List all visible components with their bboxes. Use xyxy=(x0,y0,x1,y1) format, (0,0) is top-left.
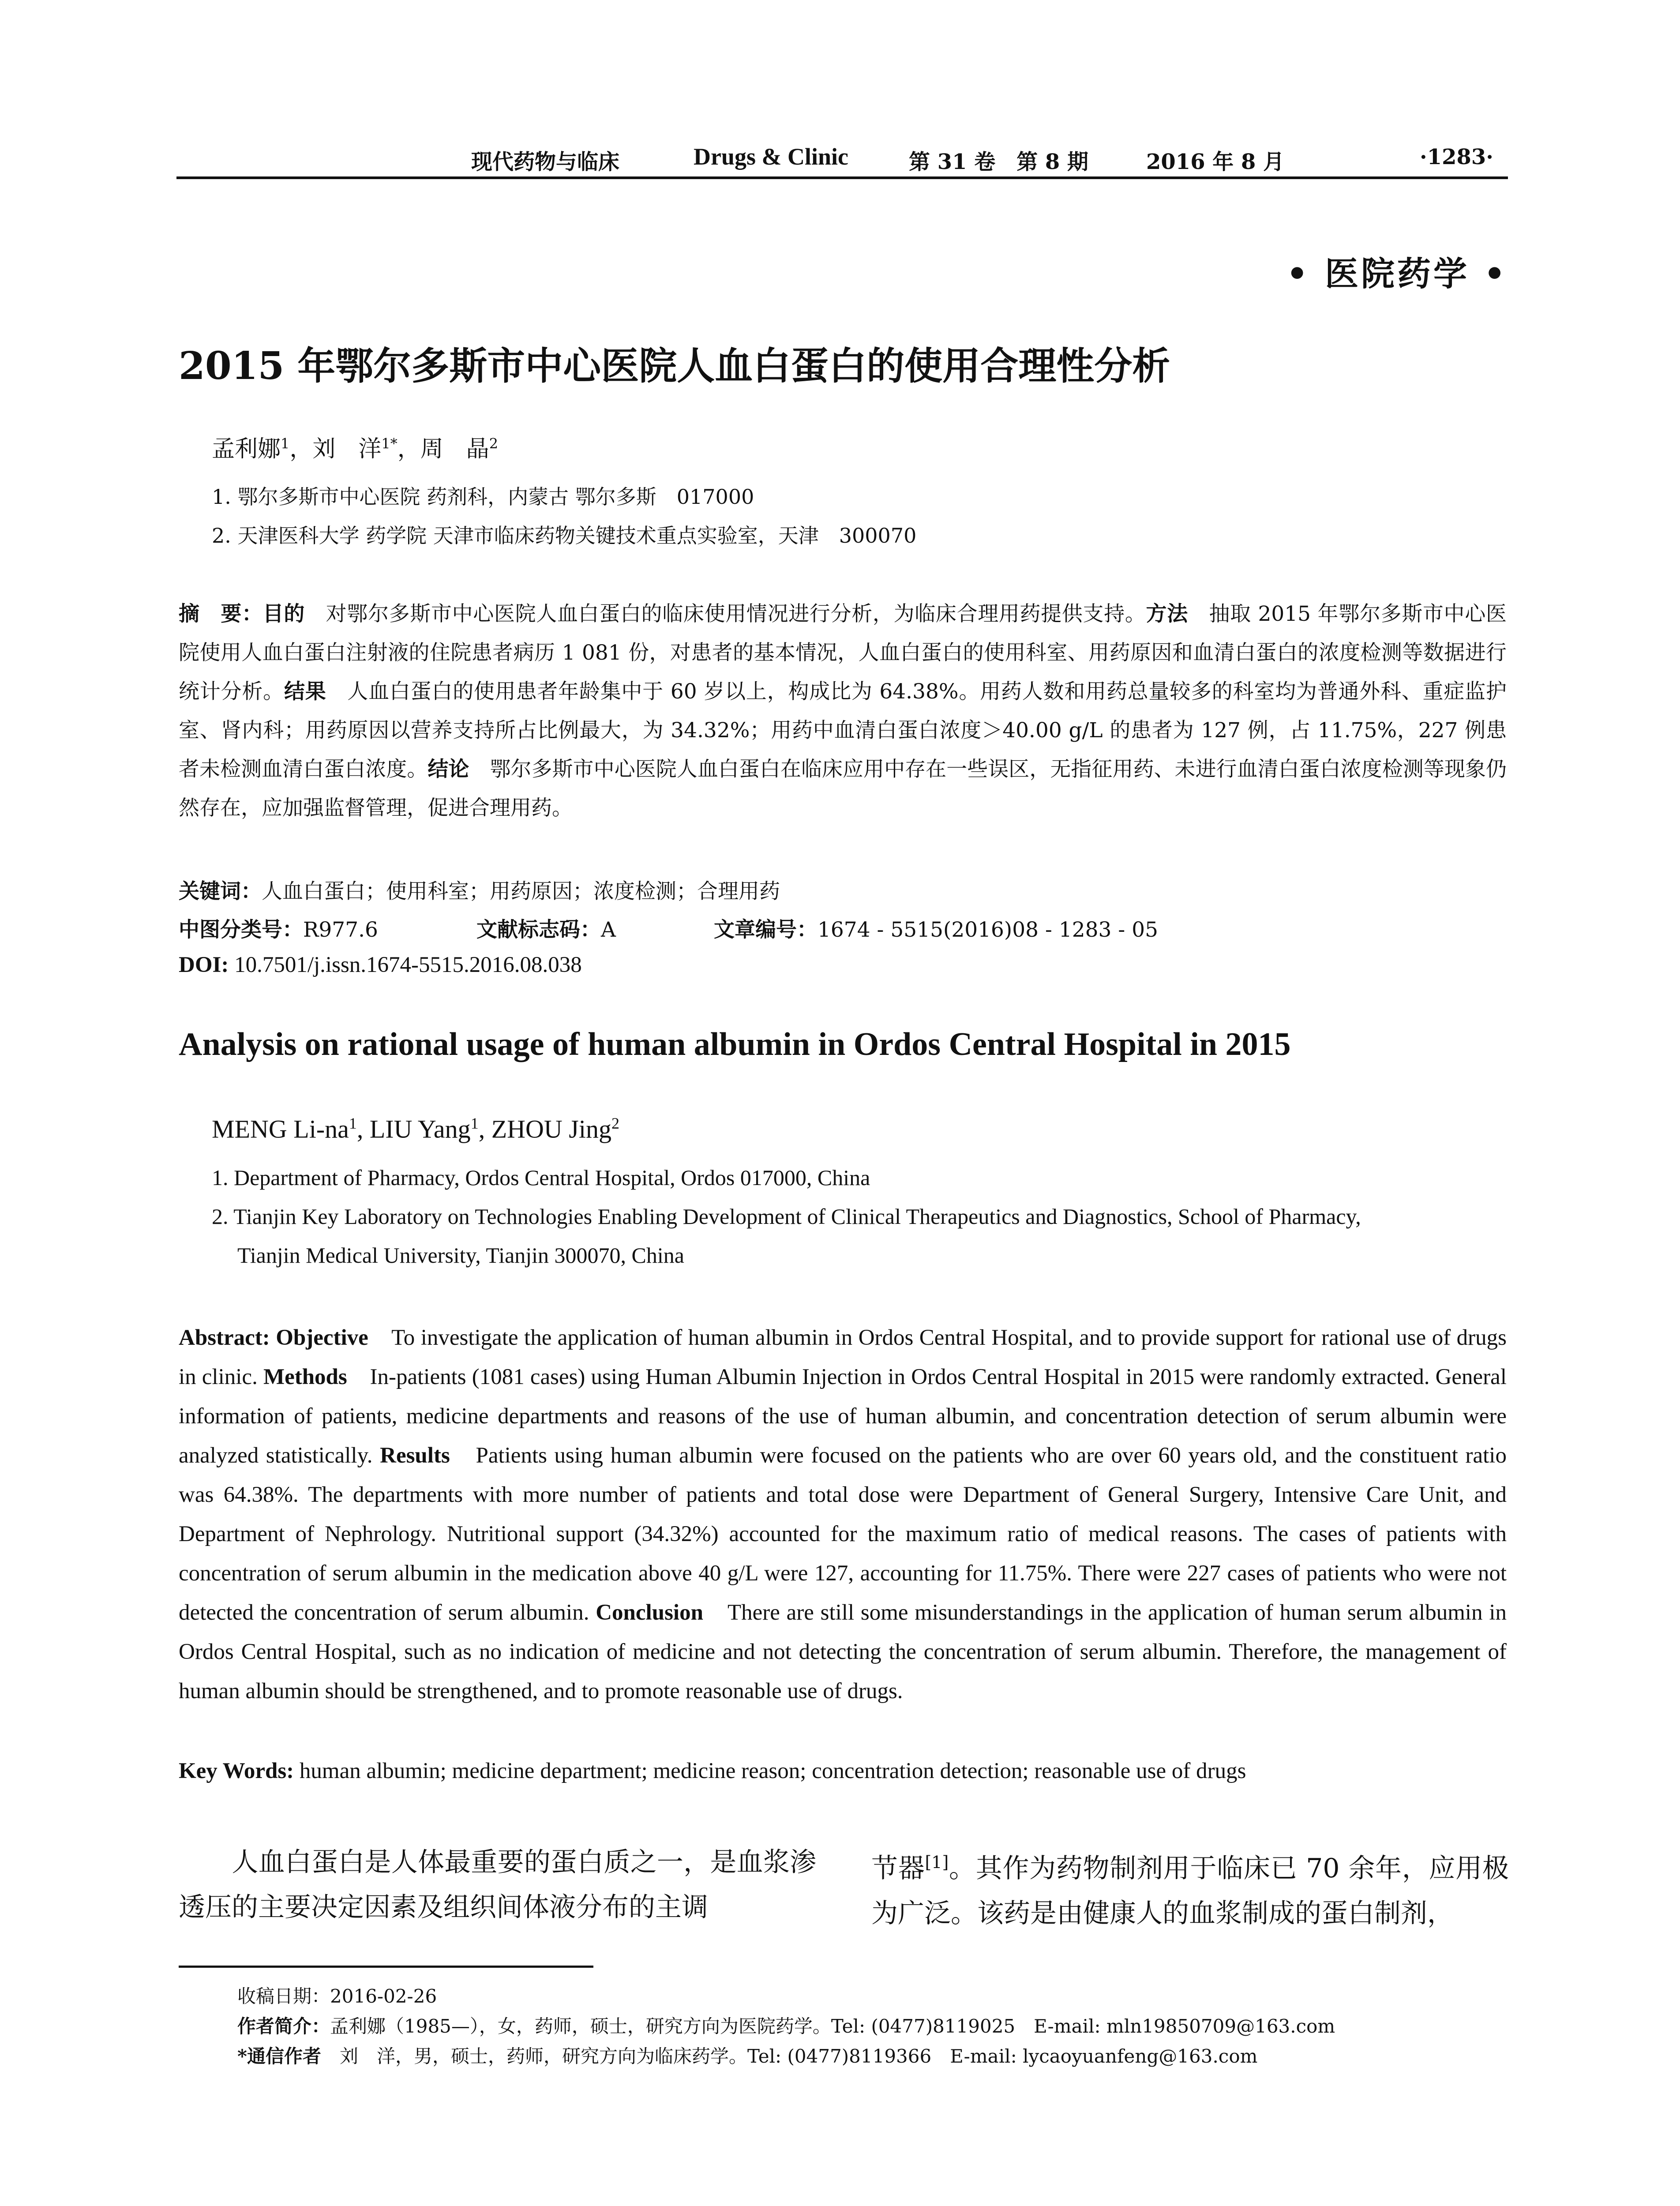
affiliation-en-2-cont: Tianjin Medical University, Tianjin 300070, China xyxy=(237,1243,684,1268)
author-name: , LIU Yang xyxy=(356,1114,471,1144)
author-sup: 1 xyxy=(349,1114,357,1132)
conclusion-text: 鄂尔多斯市中心医院人血白蛋白在临床应用中存在一些误区，无指征用药、未进行血清白蛋白浓度检测等现象仍然存在，应加强监督管理，促进合理用药。 xyxy=(179,757,1507,820)
author-sup: 1 xyxy=(281,435,290,452)
affiliation-cn-1: 1. 鄂尔多斯市中心医院 药剂科，内蒙古 鄂尔多斯 017000 xyxy=(212,485,754,509)
affiliation-en-1: 1. Department of Pharmacy, Ordos Central Hospital, Ordos 017000, China xyxy=(212,1165,870,1190)
reference-mark: [1] xyxy=(925,1853,949,1872)
received-date xyxy=(237,1982,437,2008)
clc-value: R977.6 xyxy=(303,918,378,942)
methods-label: 方法 xyxy=(1146,602,1188,626)
body-column-right xyxy=(871,1840,1509,1936)
keywords-en-text: human albumin; medicine department; medicine reason; concentration detection; reasonable use of drugs xyxy=(294,1759,1246,1783)
article-label: 文章编号： xyxy=(714,918,818,942)
author-bio xyxy=(237,2012,1335,2038)
doi-label: DOI: xyxy=(179,953,229,977)
footnote-rule xyxy=(179,1966,593,1968)
affiliation-cn-2: 2. 天津医科大学 药学院 天津市临床药物关键技术重点实验室，天津 300070 xyxy=(212,524,917,548)
keywords-cn xyxy=(179,875,780,904)
conclusion-en-text: There are still some misunderstandings in the application of human serum albumin in Ordos Central Hospital, such as no indication of medicine and not detecting the concentration of serum albumin. Therefore, the management of human albumin should be strengthened, and to promote reasonable use of drugs. xyxy=(179,1600,1507,1703)
article-number xyxy=(714,913,1158,943)
author-bio-text: 孟利娜（1985—），女，药师，硕士，研究方向为医院药学。Tel: (0477)8119025 E-mail: mln19850709@163.com xyxy=(330,2015,1335,2037)
body-column-left: 人血白蛋白是人体最重要的蛋白质之一，是血浆渗透压的主要决定因素及组织间体液分布的主调 xyxy=(179,1847,816,1923)
authors-en xyxy=(212,1114,619,1144)
objective-label: 目的 xyxy=(262,602,305,626)
abstract-en xyxy=(179,1318,1507,1711)
corresponding-text: 刘 洋，男，硕士，药师，研究方向为临床药学。Tel: (0477)8119366 E-mail: lycaoyuanfeng@163.com xyxy=(321,2045,1258,2067)
author-name: ，周 晶 xyxy=(397,436,489,462)
author-sup: 1 xyxy=(470,1114,479,1132)
article-value: 1674 - 5515(2016)08 - 1283 - 05 xyxy=(818,918,1159,942)
clc-label: 中图分类号： xyxy=(179,918,303,942)
methods-en-text: In-patients (1081 cases) using Human Albumin Injection in Ordos Central Hospital in 2015 were randomly extracted. General information of patients, medicine departments and reasons of the use of human albumin, and concentration detection of serum albumin were analyzed statistically. xyxy=(179,1365,1507,1468)
doc-code xyxy=(476,913,616,943)
results-en-label: Results xyxy=(380,1443,450,1468)
results-en-text: Patients using human albumin were focused on the patients who are over 60 years old, and the constituent ratio was 64.38%. The departments with more number of patients and total dose were Department of General Surgery, Intensive Care Unit, and Department of Nephrology. Nutritional support (34.32%) accounted for the maximum ratio of medical reasons. The cases of patients with concentration of serum albumin in the medication above 40 g/L were 127, accounting for 11.75%. There were 227 cases of patients who were not detected the concentration of serum albumin. xyxy=(179,1443,1507,1625)
keywords-en xyxy=(179,1752,1507,1791)
received-value: 2016-02-26 xyxy=(330,1985,437,2007)
methods-text: 抽取 2015 年鄂尔多斯市中心医院使用人血白蛋白注射液的住院患者病历 1 081 份，对患者的基本情况，人血白蛋白的使用科室、用药原因和血清白蛋白的浓度检测等数据进行统计分析。 xyxy=(179,602,1507,704)
doc-label: 文献标志码： xyxy=(476,918,601,942)
volume-issue: 第 31 卷 第 8 期 xyxy=(909,150,1089,174)
journal-name-en: Drugs & Clinic xyxy=(694,143,848,170)
header-rule xyxy=(176,176,1508,179)
classification-line xyxy=(179,913,378,943)
corresponding-author xyxy=(237,2042,1257,2068)
received-label: 收稿日期： xyxy=(237,1985,330,2007)
author-name: MENG Li-na xyxy=(212,1114,349,1144)
issue-date: 2016 年 8 月 xyxy=(1146,150,1285,174)
author-bio-label: 作者简介： xyxy=(237,2015,330,2037)
objective-text: 对鄂尔多斯市中心医院人血白蛋白的临床使用情况进行分析，为临床合理用药提供支持。 xyxy=(304,602,1146,626)
abstract-cn xyxy=(179,595,1507,828)
corresponding-label: *通信作者 xyxy=(237,2045,321,2067)
doi-value: 10.7501/j.issn.1674-5515.2016.08.038 xyxy=(229,953,582,977)
journal-name-cn: 现代药物与临床 xyxy=(471,150,620,174)
objective-en-text: To investigate the application of human albumin in Ordos Central Hospital, and to provide support for rational use of drugs in clinic. xyxy=(179,1325,1507,1389)
keywords-en-label: Key Words: xyxy=(179,1759,294,1783)
results-text: 人血白蛋白的使用患者年龄集中于 60 岁以上，构成比为 64.38%。用药人数和用药总量较多的科室均为普通外科、重症监护室、肾内科；用药原因以营养支持所占比例最大，为 34.32%；用药中血清白蛋白浓度＞40.00 g/L 的患者为 127 例，占 11.75%，227 例患者未检测血清白蛋白浓度。 xyxy=(179,679,1507,781)
running-header xyxy=(176,140,1500,180)
conclusion-en-label: Conclusion xyxy=(596,1600,703,1625)
abstract-label: 摘 要： xyxy=(179,602,263,626)
title-en: Analysis on rational usage of human albumin in Ordos Central Hospital in 2015 xyxy=(179,1026,1291,1062)
keywords-label: 关键词： xyxy=(179,879,262,904)
methods-en-label: Methods xyxy=(263,1365,347,1389)
author-name: 孟利娜 xyxy=(212,436,281,462)
conclusion-label: 结论 xyxy=(428,757,469,781)
title-cn: 2015 年鄂尔多斯市中心医院人血白蛋白的使用合理性分析 xyxy=(179,344,1170,388)
affiliation-en-2: 2. Tianjin Key Laboratory on Technologies Enabling Development of Clinical Therapeutics and Diagnostics, School of Pharmacy, xyxy=(212,1204,1361,1229)
author-sup: 1* xyxy=(381,435,398,452)
section-tag: • 医院药学 • xyxy=(1286,254,1508,293)
author-name: ，刘 洋 xyxy=(289,436,382,462)
doc-value: A xyxy=(601,918,616,942)
body-text: 。其作为药物制剂用于临床已 70 余年，应用极为广泛。该药是由健康人的血浆制成的蛋白制剂， xyxy=(871,1853,1509,1929)
author-sup: 2 xyxy=(611,1114,619,1132)
keywords-text: 人血白蛋白；使用科室；用药原因；浓度检测；合理用药 xyxy=(262,879,780,904)
author-sup: 2 xyxy=(489,435,499,452)
abstract-en-label: Abstract: Objective xyxy=(179,1325,368,1350)
authors-cn xyxy=(212,430,498,463)
author-name: , ZHOU Jing xyxy=(478,1114,611,1144)
body-text: 节器 xyxy=(871,1853,925,1884)
page-number: ·1283· xyxy=(1420,145,1494,169)
doi-line xyxy=(179,952,582,978)
results-label: 结果 xyxy=(284,679,326,704)
